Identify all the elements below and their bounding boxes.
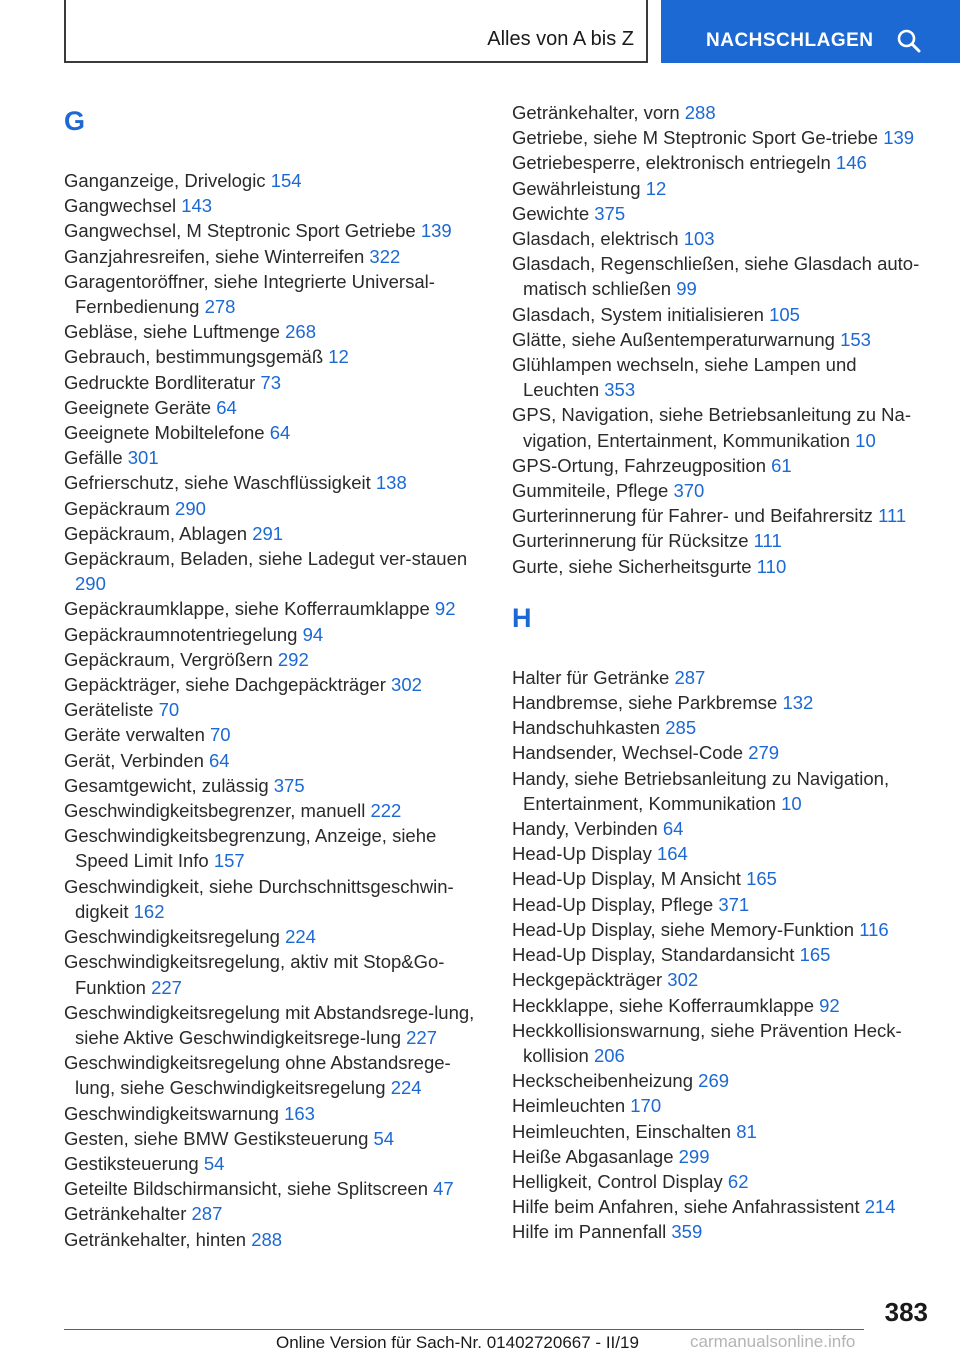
entry-term: Geschwindigkeitsregelung: [64, 926, 286, 948]
index-entry: [64, 521, 484, 546]
index-entry: [64, 596, 484, 621]
index-entry: [64, 1227, 484, 1252]
index-entry: [64, 344, 484, 369]
entry-term: Getränkehalter, vorn: [512, 102, 685, 123]
entry-term: Head-Up Display: [512, 843, 657, 865]
index-entry: [64, 420, 484, 445]
page-link[interactable]: 302: [667, 969, 699, 991]
nav-tab-nachschlagen[interactable]: [661, 0, 960, 63]
entry-term: Garagentoröffner, siehe Integrierte Universal‐Fernbedienung: [64, 270, 435, 318]
nav-label: NACHSCHLAGEN: [706, 30, 874, 51]
page-link[interactable]: 157: [213, 850, 245, 872]
entry-term: Gepäckraum: [64, 497, 176, 519]
page-link[interactable]: 162: [133, 900, 165, 922]
index-entry: [512, 125, 932, 150]
index-entry: [512, 402, 932, 452]
entry-term: Gepäckraum, Ablagen: [64, 522, 253, 544]
index-entry: [512, 226, 932, 251]
index-entry: [64, 622, 484, 647]
entry-term: Geteilte Bildschirmansicht, siehe Splitscreen: [64, 1178, 434, 1200]
page-link[interactable]: 227: [151, 976, 182, 998]
page-link[interactable]: 165: [799, 944, 831, 966]
entry-term: Gewichte: [512, 202, 595, 224]
page-link[interactable]: 269: [698, 1070, 730, 1092]
index-entry: [512, 993, 932, 1018]
page-link[interactable]: 222: [370, 800, 402, 822]
entry-term: Ganganzeige, Drivelogic: [64, 170, 271, 191]
index-entry: [512, 892, 932, 917]
index-entry: [512, 251, 932, 301]
entry-term: Gerät, Verbinden: [64, 749, 210, 771]
page-link[interactable]: 70: [210, 724, 231, 746]
index-entry: [512, 967, 932, 992]
entry-term: Geschwindigkeitsbegrenzung, Anzeige, siehe Speed Limit Info: [64, 825, 437, 872]
page-link[interactable]: 12: [645, 177, 667, 199]
entry-term: Ganzjahresreifen, siehe Winterreifen: [64, 245, 370, 267]
page-link[interactable]: 288: [684, 102, 716, 123]
index-entry: [64, 874, 484, 924]
index-letter-g: G: [64, 106, 86, 136]
page-link[interactable]: 92: [819, 994, 840, 1016]
page-link[interactable]: 291: [252, 522, 284, 544]
entry-term: Glasdach, System initialisieren: [512, 303, 770, 325]
index-entry: [512, 1169, 932, 1194]
index-entry: [512, 942, 932, 967]
entry-term: Gefälle: [64, 447, 128, 469]
index-column-left: [64, 100, 484, 1252]
page-link[interactable]: 64: [216, 396, 237, 418]
entry-term: Handbremse, siehe Parkbremse: [512, 692, 783, 714]
entry-term: Heiße Abgasanlage: [512, 1145, 679, 1167]
page-number: 383: [884, 1297, 928, 1327]
page-link[interactable]: 146: [835, 152, 867, 174]
page-link[interactable]: 375: [594, 202, 626, 224]
page-link[interactable]: 153: [840, 328, 871, 350]
page-link[interactable]: 279: [748, 742, 780, 764]
page-link[interactable]: 287: [674, 666, 706, 688]
entry-term: Heckkollisionswarnung, siehe Prävention Heck‐kollision: [512, 1019, 902, 1066]
entry-term: Glätte, siehe Außentemperaturwarnung: [512, 328, 841, 350]
index-entry: [64, 319, 484, 344]
index-entry: [512, 302, 932, 327]
index-entry: [512, 690, 932, 715]
page-link[interactable]: 61: [771, 454, 792, 476]
entry-term: Gepäckträger, siehe Dachgepäckträger: [64, 674, 392, 696]
entry-term: Hilfe im Pannenfall: [512, 1221, 672, 1243]
index-entry: [512, 866, 932, 891]
entry-term: Gebrauch, bestimmungsgemäß: [64, 346, 329, 368]
index-entry: [512, 1018, 932, 1068]
entry-term: Handsender, Wechsel-Code: [512, 742, 749, 764]
index-entry: [512, 352, 932, 402]
entry-term: Geeignete Geräte: [64, 396, 217, 418]
entry-term: Handy, Verbinden: [512, 818, 663, 840]
page-link[interactable]: 99: [676, 278, 697, 300]
index-entry: [512, 201, 932, 226]
page-link[interactable]: 138: [375, 472, 407, 494]
page-link[interactable]: 164: [656, 843, 688, 865]
entry-term: Gepäckraumnotentriegelung: [64, 623, 303, 645]
index-entry: [64, 193, 484, 218]
entry-term: Halter für Getränke: [512, 666, 675, 688]
entry-term: Glühlampen wechseln, siehe Lampen und Leuchten: [512, 354, 857, 401]
index-entry: [512, 150, 932, 175]
entry-term: Geräteliste: [64, 699, 159, 721]
entry-term: Geschwindigkeitsbegrenzer, manuell: [64, 800, 371, 822]
entry-term: Gefrierschutz, siehe Waschflüssigkeit: [64, 472, 376, 494]
entry-term: Head-Up Display, Standardansicht: [512, 944, 800, 966]
index-entry: [64, 1101, 484, 1126]
page-link[interactable]: 375: [273, 774, 305, 796]
page-link[interactable]: 170: [630, 1095, 662, 1117]
index-entry: [512, 715, 932, 740]
index-entry: [64, 697, 484, 722]
page-link[interactable]: 94: [302, 623, 324, 645]
entry-term: Gurterinnerung für Rücksitze: [512, 530, 754, 552]
page-link[interactable]: 165: [746, 868, 777, 890]
index-entry: [512, 478, 932, 503]
entry-term: Heckklappe, siehe Kofferraumklappe: [512, 994, 820, 1016]
page-link[interactable]: 299: [678, 1145, 710, 1167]
page-link[interactable]: 54: [203, 1152, 225, 1174]
page-link[interactable]: 214: [864, 1196, 896, 1218]
page-link[interactable]: 10: [855, 429, 876, 451]
index-entry: [512, 1219, 932, 1244]
index-entry: [64, 647, 484, 672]
index-entry: [64, 269, 484, 319]
index-entry: [512, 327, 932, 352]
footer-divider: [64, 1329, 864, 1330]
index-entry: [512, 1068, 932, 1093]
index-entry: [64, 798, 484, 823]
online-version-note: Online Version für Sach-Nr. 01402720667 - II/19: [276, 1333, 639, 1352]
page-link[interactable]: 268: [285, 321, 316, 343]
index-column-right: [512, 100, 932, 1245]
index-entry: [512, 1119, 932, 1144]
entry-term: Head-Up Display, siehe Memory-Funktion: [512, 918, 860, 940]
index-entry: [512, 503, 932, 528]
index-entry: [64, 722, 484, 747]
page-link[interactable]: 73: [260, 371, 281, 393]
entry-term: GPS-Ortung, Fahrzeugposition: [512, 454, 772, 476]
index-entry: [64, 949, 484, 999]
page-link[interactable]: 370: [673, 480, 705, 502]
index-entry: [512, 740, 932, 765]
index-list-g-continued: [512, 100, 932, 579]
index-entry: [64, 748, 484, 773]
entry-term: Gewährleistung: [512, 177, 646, 199]
index-entry: [512, 528, 932, 553]
entry-term: Head-Up Display, M Ansicht: [512, 868, 747, 890]
entry-term: Gepäckraumklappe, siehe Kofferraumklappe: [64, 598, 435, 620]
entry-term: Glasdach, elektrisch: [512, 228, 684, 250]
entry-term: Geschwindigkeitsregelung mit Abstandsrege‐lung, siehe Aktive Geschwindigkeitsrege‐lung: [64, 1001, 475, 1048]
index-entry: [64, 546, 484, 596]
entry-term: Geschwindigkeitswarnung: [64, 1102, 285, 1124]
entry-term: Getriebesperre, elektronisch entriegeln: [512, 152, 836, 174]
index-entry: [512, 1144, 932, 1169]
page-link[interactable]: 103: [683, 228, 715, 250]
index-entry: [64, 470, 484, 495]
entry-term: Gurte, siehe Sicherheitsgurte: [512, 555, 757, 577]
entry-term: Gebläse, siehe Luftmenge: [64, 321, 286, 343]
search-icon[interactable]: [896, 28, 922, 54]
entry-term: Gangwechsel: [64, 195, 182, 217]
index-entry: [64, 1126, 484, 1151]
entry-term: Gestiksteuerung: [64, 1152, 204, 1174]
page-link[interactable]: 111: [753, 530, 782, 552]
entry-term: Head-Up Display, Pflege: [512, 893, 719, 915]
page-link[interactable]: 105: [769, 303, 800, 325]
index-entry: [512, 766, 932, 816]
index-entry: [64, 370, 484, 395]
entry-term: Heimleuchten: [512, 1095, 631, 1117]
entry-term: GPS, Navigation, siehe Betriebsanleitung zu Na‐vigation, Entertainment, Kommunikation: [512, 404, 911, 451]
page-link[interactable]: 302: [391, 674, 422, 696]
page-link[interactable]: 224: [285, 926, 316, 948]
index-entry: [64, 218, 484, 243]
index-letter-h: H: [512, 602, 532, 633]
page-link[interactable]: 371: [718, 893, 750, 915]
page-link[interactable]: 139: [420, 220, 452, 242]
entry-term: Gurterinnerung für Fahrer- und Beifahrersitz: [512, 505, 879, 527]
index-list-h: [512, 665, 932, 1245]
entry-term: Gummiteile, Pflege: [512, 480, 674, 502]
index-entry: [512, 665, 932, 690]
index-entry: [512, 816, 932, 841]
index-entry: [64, 1050, 484, 1100]
page-link[interactable]: 154: [270, 170, 302, 191]
index-list-g: [64, 168, 484, 1252]
entry-term: Gedruckte Bordliteratur: [64, 371, 261, 393]
entry-term: Glasdach, Regenschließen, siehe Glasdach auto‐matisch schließen: [512, 253, 920, 300]
index-entry: [512, 1194, 932, 1219]
index-entry: [64, 672, 484, 697]
page-link[interactable]: 227: [406, 1026, 437, 1048]
page-link[interactable]: 288: [251, 1228, 283, 1250]
page-link[interactable]: 206: [593, 1044, 625, 1066]
section-title: Alles von A bis Z: [487, 28, 634, 50]
entry-term: Getriebe, siehe M Steptronic Sport Ge‐triebe: [512, 127, 884, 149]
entry-term: Gesamtgewicht, zulässig: [64, 774, 274, 796]
entry-term: Geeignete Mobiltelefone: [64, 422, 270, 444]
entry-term: Gesten, siehe BMW Gestiksteuerung: [64, 1127, 374, 1149]
entry-term: Geräte verwalten: [64, 724, 211, 746]
entry-term: Heckgepäckträger: [512, 969, 668, 991]
index-entry: [512, 100, 932, 125]
index-entry: [64, 496, 484, 521]
index-entry: [64, 168, 484, 193]
entry-term: Handy, siehe Betriebsanleitung zu Navigation, Entertainment, Kommunikation: [512, 767, 890, 814]
watermark: carmanualsonline.info: [690, 1332, 856, 1351]
page-link[interactable]: 132: [782, 692, 814, 714]
entry-term: Gepäckraum, Beladen, siehe Ladegut ver‐stauen: [64, 548, 468, 570]
entry-term: Heimleuchten, Einschalten: [512, 1120, 737, 1142]
page-link[interactable]: 116: [859, 918, 889, 940]
index-entry: [64, 1151, 484, 1176]
page-link[interactable]: 290: [75, 573, 106, 595]
entry-term: Getränkehalter, hinten: [64, 1228, 252, 1250]
index-entry: [64, 1176, 484, 1201]
entry-term: Gangwechsel, M Steptronic Sport Getriebe: [64, 220, 421, 242]
page-link[interactable]: 54: [373, 1127, 395, 1149]
page-link[interactable]: 287: [191, 1203, 223, 1225]
page-link[interactable]: 12: [328, 346, 349, 368]
index-entry: [512, 841, 932, 866]
index-entry: [64, 445, 484, 470]
index-entry: [512, 1093, 932, 1118]
page-link[interactable]: 292: [277, 648, 309, 670]
index-entry: [512, 176, 932, 201]
page-link[interactable]: 10: [781, 792, 802, 814]
page-link[interactable]: 92: [434, 598, 456, 620]
index-entry: [64, 924, 484, 949]
index-entry: [512, 453, 932, 478]
entry-term: Heckscheibenheizung: [512, 1070, 699, 1092]
page-link[interactable]: 64: [662, 818, 684, 840]
section-tab: [64, 0, 648, 63]
page-link[interactable]: 111: [878, 505, 907, 527]
entry-term: Helligkeit, Control Display: [512, 1170, 728, 1192]
page-link[interactable]: 64: [209, 749, 230, 771]
page-link[interactable]: 359: [671, 1221, 703, 1243]
page-header: [0, 0, 960, 65]
page-link[interactable]: 139: [883, 127, 915, 149]
entry-term: Geschwindigkeit, siehe Durchschnittsgeschwin‐digkeit: [64, 875, 454, 922]
page-link[interactable]: 47: [433, 1178, 454, 1200]
index-entry: [64, 395, 484, 420]
index-entry: [64, 773, 484, 798]
page-link[interactable]: 110: [756, 555, 787, 577]
page-link[interactable]: 163: [284, 1102, 315, 1124]
page-link[interactable]: 301: [127, 447, 159, 469]
page-link[interactable]: 322: [369, 245, 401, 267]
page-link[interactable]: 81: [736, 1120, 757, 1142]
page-link[interactable]: 62: [727, 1170, 749, 1192]
page-link[interactable]: 70: [158, 699, 180, 721]
page-link[interactable]: 64: [269, 422, 291, 444]
entry-term: Geschwindigkeitsregelung, aktiv mit Stop&Go-Funktion: [64, 951, 445, 998]
page-link[interactable]: 224: [390, 1077, 422, 1099]
page-link[interactable]: 353: [604, 379, 636, 401]
page-link[interactable]: 278: [204, 296, 236, 318]
entry-term: Handschuhkasten: [512, 717, 666, 739]
index-entry: [64, 1000, 484, 1050]
page-link[interactable]: 143: [181, 195, 213, 217]
page-link[interactable]: 290: [175, 497, 206, 519]
entry-term: Getränkehalter: [64, 1203, 192, 1225]
index-entry: [64, 1201, 484, 1226]
index-entry: [64, 244, 484, 269]
page-link[interactable]: 285: [665, 717, 697, 739]
entry-term: Gepäckraum, Vergrößern: [64, 648, 278, 670]
index-entry: [512, 917, 932, 942]
index-entry: [64, 823, 484, 873]
index-entry: [512, 554, 932, 579]
entry-term: Hilfe beim Anfahren, siehe Anfahrassistent: [512, 1196, 865, 1218]
entry-term: Geschwindigkeitsregelung ohne Abstandsrege‐lung, siehe Geschwindigkeitsregelung: [64, 1052, 451, 1099]
